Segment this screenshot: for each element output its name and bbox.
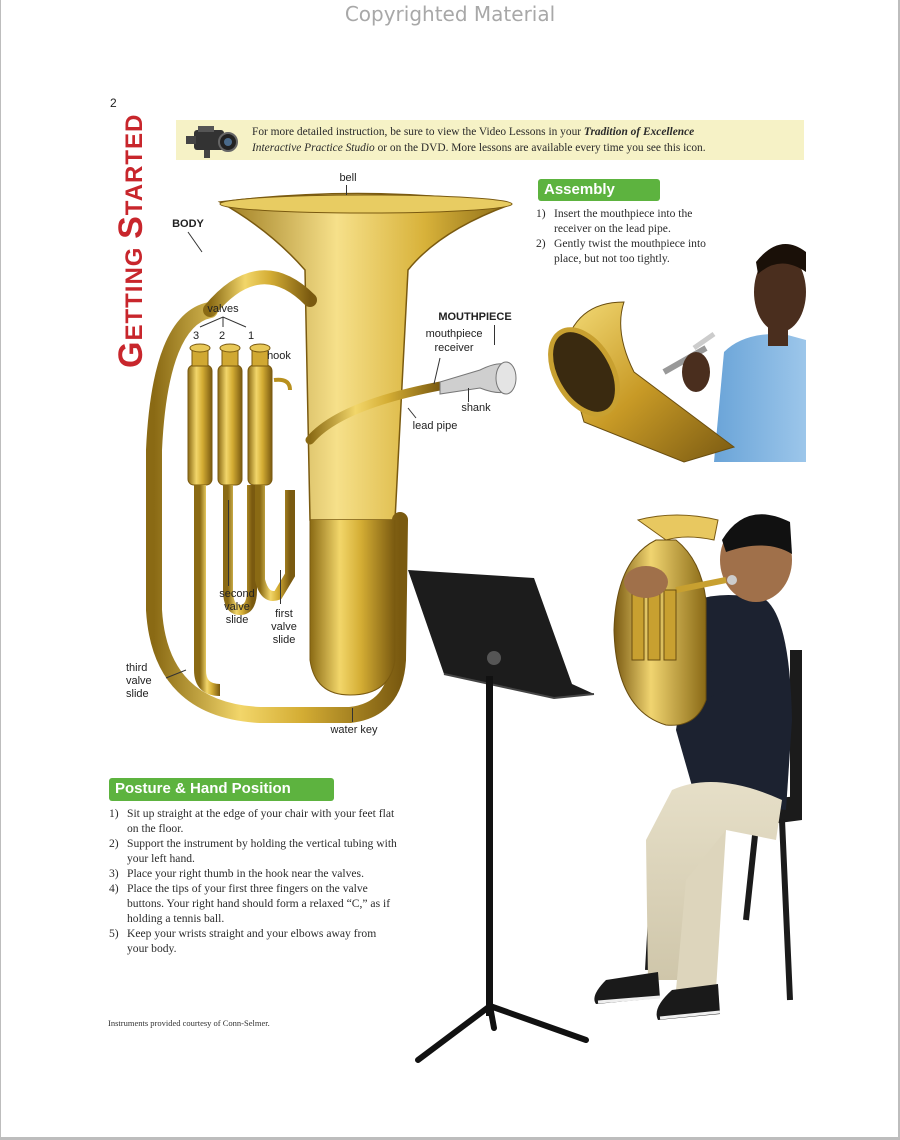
leader-body	[186, 230, 206, 254]
assembly-heading: Assembly	[538, 179, 660, 201]
label-mouthpiece: MOUTHPIECE	[438, 311, 512, 323]
list-item: 5) Keep your wrists straight and your elbows away from your body.	[109, 927, 377, 955]
list-item: 2) Support the instrument by holding the vertical tubing with your left hand.	[109, 837, 397, 865]
label-valve-3: 3	[192, 330, 200, 342]
posture-heading: Posture & Hand Position	[109, 778, 334, 801]
section-title: GETTING STARTED	[112, 113, 150, 368]
label-second-valve-slide: second valve slide	[219, 588, 255, 626]
label-hook: hook	[267, 350, 291, 362]
leader-valves	[196, 315, 256, 329]
label-bell: bell	[339, 172, 357, 184]
left-edge	[0, 0, 1, 1140]
assembly-photo	[544, 222, 806, 462]
page-number: 2	[110, 96, 117, 110]
leader-lead-pipe	[404, 406, 424, 420]
leader-bell	[346, 185, 347, 195]
list-item: 1) Sit up straight at the edge of your chair with your feet flat on the floor.	[109, 807, 395, 835]
list-item: 1) Insert the mouthpiece into the receiver on the lead pipe.	[536, 207, 693, 235]
watermark: Copyrighted Material	[344, 2, 556, 26]
label-water-key: water key	[330, 724, 378, 736]
leader-second-slide	[228, 500, 229, 586]
label-first-valve-slide: first valve slide	[271, 608, 297, 646]
music-stand	[404, 566, 600, 1066]
label-valves: valves	[207, 303, 239, 315]
list-item: 3) Place your right thumb in the hook near the valves.	[109, 867, 364, 880]
valve-2	[218, 365, 242, 485]
label-shank: shank	[461, 402, 491, 414]
list-item: 2) Gently twist the mouthpiece into place, but not too tightly.	[536, 237, 706, 265]
label-third-valve-slide: third valve slide	[126, 662, 152, 700]
label-valve-1: 1	[247, 330, 255, 342]
video-banner-text: For more detailed instruction, be sure to view the Video Lessons in your Tradition of Excellence Interactive Practice Studio or on the DVD. More lessons are available every time you see this icon.	[252, 126, 706, 154]
leader-mouthpiece	[494, 325, 495, 345]
label-body: BODY	[172, 218, 204, 230]
list-item: 4) Place the tips of your first three fingers on the valve buttons. Your right hand should form a relaxed “C,” as if holding a tennis ball.	[109, 882, 391, 925]
leader-receiver	[430, 356, 450, 386]
valve-1	[248, 365, 272, 485]
posture-steps	[109, 806, 399, 956]
video-camera-icon	[184, 122, 240, 160]
credit-line: Instruments provided courtesy of Conn-Selmer.	[108, 1018, 270, 1028]
leader-first-slide	[280, 570, 281, 604]
label-valve-2: 2	[218, 330, 226, 342]
label-mouthpiece-receiver: mouthpiece receiver	[425, 328, 483, 354]
label-lead-pipe: lead pipe	[412, 420, 458, 432]
leader-third-slide	[164, 668, 188, 680]
leader-water-key	[352, 708, 353, 722]
leader-shank	[468, 388, 469, 402]
seated-player-photo	[576, 500, 806, 1040]
valve-3	[188, 365, 212, 485]
